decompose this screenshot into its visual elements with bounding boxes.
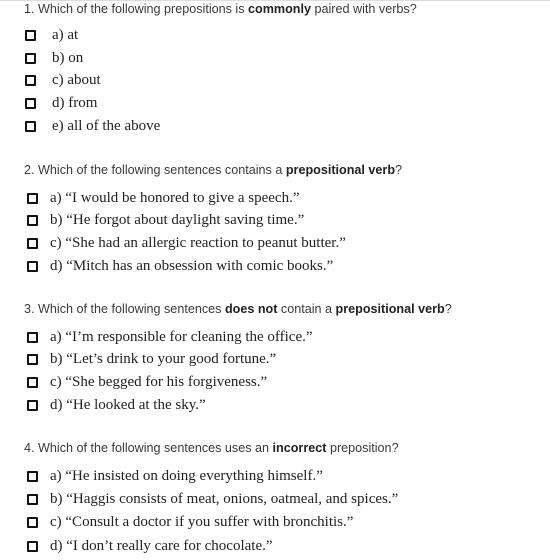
- checkbox[interactable]: [27, 332, 38, 343]
- answer-option-label: d) “I don’t really care for chocolate.”: [50, 537, 273, 554]
- answer-option[interactable]: [0, 372, 267, 392]
- question-text: Which of the following sentences: [38, 302, 222, 316]
- answer-option[interactable]: [0, 489, 398, 509]
- question-text: paired with verbs?: [314, 2, 417, 16]
- question-3-title: [24, 302, 452, 316]
- checkbox[interactable]: [25, 30, 36, 41]
- checkbox[interactable]: [27, 377, 38, 388]
- answer-option-label: d) “Mitch has an obsession with comic books.”: [50, 257, 334, 274]
- answer-option[interactable]: [0, 93, 97, 113]
- answer-option-label: c) “She had an allergic reaction to peanut butter.”: [50, 234, 346, 251]
- answer-option-label: d) “He looked at the sky.”: [50, 396, 206, 413]
- checkbox[interactable]: [27, 215, 38, 226]
- checkbox[interactable]: [27, 193, 38, 204]
- question-2-title: [24, 163, 402, 177]
- answer-option[interactable]: [0, 210, 304, 230]
- checkbox[interactable]: [27, 238, 38, 249]
- checkbox[interactable]: [25, 75, 36, 86]
- answer-option[interactable]: [0, 48, 83, 68]
- question-emphasis: prepositional verb: [335, 302, 445, 316]
- answer-option[interactable]: [0, 327, 313, 347]
- question-text: ?: [395, 163, 403, 177]
- answer-option-label: a) at: [52, 26, 79, 43]
- question-number: 2.: [24, 163, 35, 177]
- top-edge-divider: [0, 0, 550, 1]
- question-text: Which of the following sentences uses an: [38, 441, 270, 455]
- question-number: 4.: [24, 441, 35, 455]
- checkbox[interactable]: [27, 261, 38, 272]
- question-emphasis: does not: [224, 302, 278, 316]
- answer-option-label: b) “Let’s drink to your good fortune.”: [50, 350, 277, 367]
- question-emphasis: commonly: [248, 2, 311, 16]
- question-text: preposition?: [329, 441, 399, 455]
- answer-option[interactable]: [0, 395, 206, 415]
- answer-option-label: a) “I’m responsible for cleaning the office.”: [50, 328, 313, 345]
- answer-option-label: c) “She begged for his forgiveness.”: [50, 373, 268, 390]
- answer-option[interactable]: [0, 188, 300, 208]
- answer-option-label: b) “He forgot about daylight saving time.”: [50, 211, 305, 228]
- answer-option[interactable]: [0, 512, 353, 532]
- answer-option[interactable]: [0, 25, 78, 45]
- checkbox[interactable]: [25, 121, 36, 132]
- question-number: 1.: [24, 2, 35, 16]
- question-emphasis: incorrect: [272, 441, 327, 455]
- question-text: ?: [444, 302, 452, 316]
- checkbox[interactable]: [27, 517, 38, 528]
- answer-option-label: e) all of the above: [52, 117, 161, 134]
- answer-option-label: b) on: [52, 49, 84, 66]
- checkbox[interactable]: [25, 98, 36, 109]
- checkbox[interactable]: [27, 541, 38, 552]
- answer-option[interactable]: [0, 536, 273, 556]
- answer-option-label: c) “Consult a doctor if you suffer with bronchitis.”: [50, 513, 354, 530]
- answer-option-label: a) “He insisted on doing everything himself.”: [50, 467, 323, 484]
- answer-option[interactable]: [0, 256, 333, 276]
- answer-option-label: c) about: [52, 71, 101, 88]
- answer-option[interactable]: [0, 233, 346, 253]
- question-emphasis: prepositional verb: [285, 163, 396, 177]
- question-1-title: [24, 2, 417, 16]
- question-text: contain a: [280, 302, 333, 316]
- answer-option[interactable]: [0, 466, 323, 486]
- answer-option[interactable]: [0, 116, 160, 136]
- checkbox[interactable]: [27, 400, 38, 411]
- answer-option-label: b) “Haggis consists of meat, onions, oatmeal, and spices.”: [50, 490, 399, 507]
- checkbox[interactable]: [27, 471, 38, 482]
- answer-option[interactable]: [0, 70, 101, 90]
- question-number: 3.: [24, 302, 35, 316]
- question-text: Which of the following prepositions is: [38, 2, 245, 16]
- checkbox[interactable]: [27, 494, 38, 505]
- question-4-title: [24, 441, 399, 455]
- checkbox[interactable]: [25, 53, 36, 64]
- answer-option-label: d) from: [52, 94, 98, 111]
- answer-option[interactable]: [0, 349, 276, 369]
- question-text: Which of the following sentences contains a: [38, 163, 283, 177]
- checkbox[interactable]: [27, 354, 38, 365]
- answer-option-label: a) “I would be honored to give a speech.”: [50, 189, 300, 206]
